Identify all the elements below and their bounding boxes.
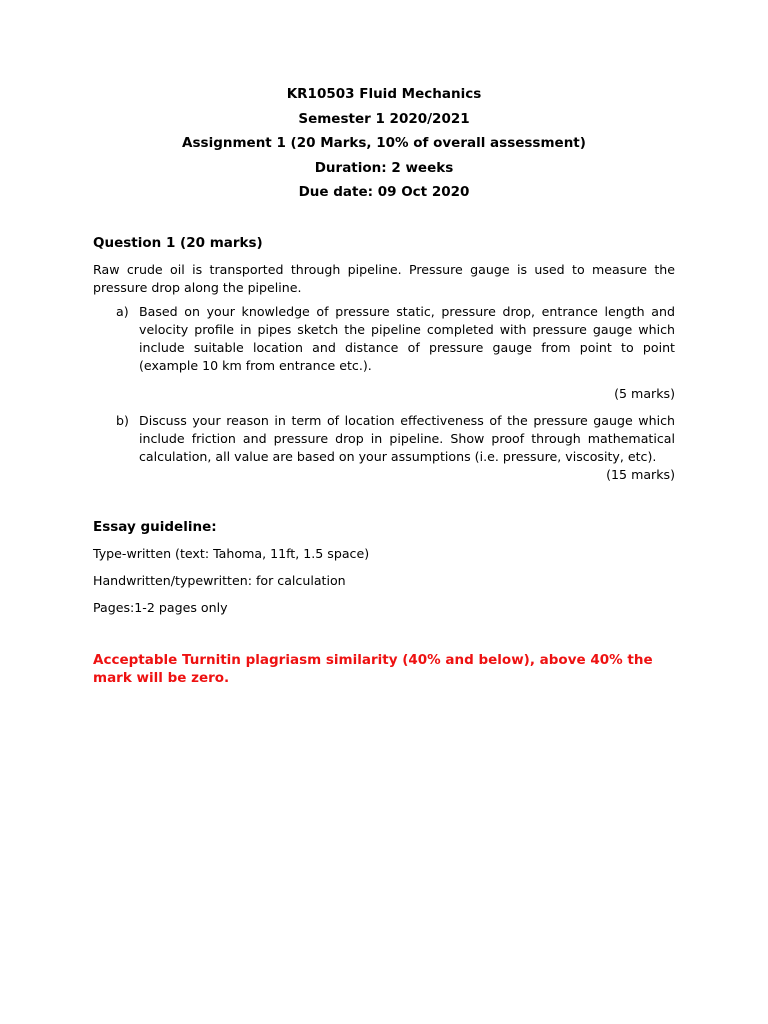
item-marks: (15 marks) [606, 467, 675, 482]
essay-guideline-line: Type-written (text: Tahoma, 11ft, 1.5 space) [93, 546, 370, 561]
question-item-a [93, 303, 675, 375]
question-intro: Raw crude oil is transported through pipeline. Pressure gauge is used to measure the pressure drop along the pipeline. [93, 262, 675, 295]
question-item-b [93, 412, 675, 466]
question-title: Question 1 (20 marks) [93, 235, 263, 251]
essay-guideline-line: Handwritten/typewritten: for calculation [93, 573, 346, 588]
essay-guideline-section [93, 519, 675, 616]
item-label: b) [116, 413, 129, 428]
item-text: Based on your knowledge of pressure static, pressure drop, entrance length and velocity profile in pipes sketch the pipeline completed with pressure gauge which include suitable location and distance of pressure gauge from point to point (example 10 km from entrance etc.). [139, 304, 675, 373]
item-label: a) [116, 304, 129, 319]
essay-guideline-title: Essay guideline: [93, 519, 217, 535]
essay-guideline-line: Pages:1-2 pages only [93, 600, 228, 615]
duration-line: Duration: 2 weeks [314, 159, 454, 176]
document-body [93, 235, 675, 687]
due-date-line: Due date: 09 Oct 2020 [298, 184, 470, 200]
item-text: Discuss your reason in term of location effectiveness of the pressure gauge which include friction and pressure drop in pipeline. Show proof through mathematical calculation, all value are based on your assumptions (i.e. pressure, viscosity, etc). [139, 413, 675, 464]
item-marks: (5 marks) [614, 386, 675, 401]
course-title: KR10503 Fluid Mechanics [286, 86, 482, 102]
semester-line: Semester 1 2020/2021 [298, 110, 470, 127]
assignment-line: Assignment 1 (20 Marks, 10% of overall assessment) [182, 135, 586, 151]
plagiarism-warning: Acceptable Turnitin plagriasm similarity (40% and below), above 40% the mark will be zero. [93, 652, 653, 686]
document-header [0, 86, 768, 209]
